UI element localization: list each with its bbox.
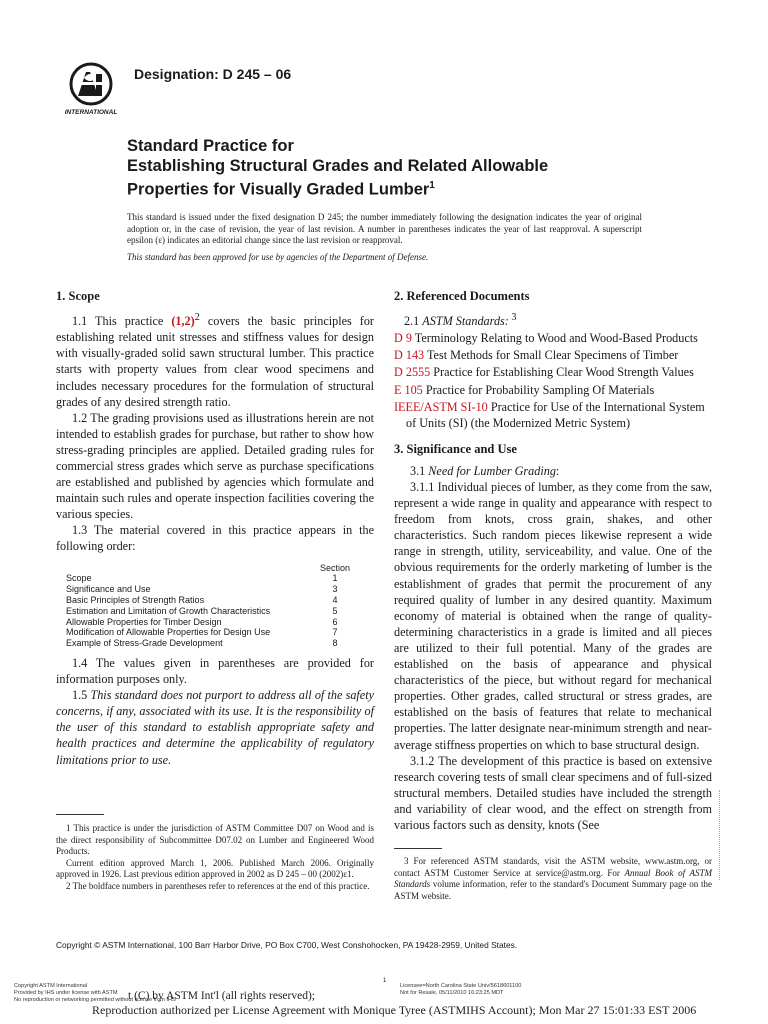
logo-wordmark: INTERNATIONAL xyxy=(64,109,118,116)
copyright-line: Copyright © ASTM International, 100 Barr Harbor Drive, PO Box C700, West Conshohocken, PA 19428-2959, United States. xyxy=(56,940,518,950)
significance-heading: 3. Significance and Use xyxy=(394,441,517,456)
margin-dots xyxy=(719,790,722,880)
title-line-3-text: Properties for Visually Graded Lumber xyxy=(127,180,430,199)
issue-note: This standard is issued under the fixed designation D 245; the number immediately following the designation indicates the year of original adoption or, in the case of revision, the year of last revision. A number in parentheses indicates the year of last reapproval. A superscript epsilon (ε) indicates an editorial change since the last revision or reapproval. xyxy=(127,212,642,246)
ref-link-d9[interactable]: D 9 xyxy=(394,331,412,346)
left-column xyxy=(56,288,374,768)
reproduction-notice: Reproduction authorized per License Agreement with Monique Tyree (ASTMIHS Account); Mon Mar 27 15:01:33 EST 2006 xyxy=(92,1003,697,1017)
ref-item: IEEE/ASTM SI-10 Practice for Use of the International System of Units (SI) (the Modernized Metric System) xyxy=(394,399,705,430)
scope-p2: 1.2 The grading provisions used as illustrations herein are not intended to establish grades for purchase, but rather to show how stress-grading principles are applied. Detailed grading rules for commercial stress grades which serve as purchase specifications are established and published by agencies which formulate and maintain such rules and operate inspection facilities covering the various species. xyxy=(56,410,374,522)
need-for-grading-subheading: 3.1 Need for Lumber Grading: xyxy=(410,463,560,478)
scope-p1: 1.1 This practice $(1,2)^2$ covers the basic principles for establishing related unit stresses and stiffness values for design with visually-graded solid sawn structural lumber. This practice starts with property values from clear wood specimens and includes necessary procedures for the formulation of structural grades of any desired strength ratio. xyxy=(56,312,374,409)
scope-p4: 1.4 The values given in parentheses are provided for information purposes only. xyxy=(56,655,374,687)
toc-row: Modification of Allowable Properties for Design Use 7 xyxy=(66,627,338,638)
ref-link-e105[interactable]: E 105 xyxy=(394,382,423,397)
dod-note: This standard has been approved for use by agencies of the Department of Defense. xyxy=(127,252,429,262)
title-line-1: Standard Practice for xyxy=(127,137,294,155)
scope-p3: 1.3 The material covered in this practice appears in the following order: xyxy=(56,523,374,554)
toc-header: Section xyxy=(319,562,351,573)
toc-row: Significance and Use 3 xyxy=(66,584,338,595)
referenced-docs-heading: 2. Referenced Documents xyxy=(394,289,530,303)
contents-table xyxy=(66,563,362,649)
footnote-1b: Current edition approved March 1, 2006. Published March 2006. Originally approved in 1926. Last previous edition approved in 2002 as D 245 – 00 (2002)ε1. xyxy=(56,857,374,879)
licensee-right: Licensee=North Carolina State Univ/5618601100 Not for Resale, 05/11/2010 16:23:25 MDT xyxy=(400,983,522,997)
toc-row: Allowable Properties for Timber Design 6 xyxy=(66,616,338,627)
page-number: 1 xyxy=(383,978,387,984)
scope-p5: 1.5 This standard does not purport to address all of the safety concerns, if any, associated with its use. It is the responsibility of the user of this standard to establish appropriate safety and health practices and determine the applicability of regulatory limitations prior to use. xyxy=(56,688,374,767)
ref-link-d2555[interactable]: D 2555 xyxy=(394,365,431,380)
footnote-3: 3 For referenced ASTM standards, visit the ASTM website, www.astm.org, or contact ASTM Customer Service at service@astm.org. For Annual Book of ASTM Standards volume information, refer to the standard's Document Summary page on the ASTM website. xyxy=(394,856,713,901)
ref-link-d143[interactable]: D 143 xyxy=(394,348,425,363)
right-column xyxy=(394,288,712,833)
licensee-left: Copyright ASTM International Provided by IHS under license with ASTM No reproduction or networking permitted without license from IHS xyxy=(14,983,176,1004)
title-line-3 xyxy=(127,176,647,200)
ref-item: D 143 Test Methods for Small Clear Specimens of Timber xyxy=(394,348,679,363)
title-line-2: Establishing Structural Grades and Related Allowable xyxy=(127,157,549,175)
title-footnote-mark: 1 xyxy=(429,180,435,191)
significance-p2: 3.1.2 The development of this practice is based on extensive research covering tests of small clear specimens and of full-sized structural members. Detailed studies have included the strength and variability of clear wood, and the effect on strength from various factors such as density, knots (See xyxy=(394,753,712,832)
toc-row: Estimation and Limitation of Growth Characteristics 5 xyxy=(66,605,338,616)
footnote-rule-right xyxy=(394,848,442,849)
footnote-rule-left xyxy=(56,814,104,815)
designation: Designation: D 245 – 06 xyxy=(134,66,292,82)
toc-row: Basic Principles of Strength Ratios 4 xyxy=(66,594,338,605)
astm-logo xyxy=(60,60,122,116)
ref-item: D 9 Terminology Relating to Wood and Wood-Based Products xyxy=(394,331,698,346)
toc-row: Scope 1 xyxy=(66,573,338,584)
astm-standards-subheading: 2.1 ASTM Standards: $^3$ xyxy=(404,312,517,329)
footnote-2: 2 The boldface numbers in parentheses refer to references at the end of this practice. xyxy=(66,880,370,891)
footnotes-right xyxy=(394,856,712,902)
document-title xyxy=(127,136,647,200)
ref-item: D 2555 Practice for Establishing Clear Wood Strength Values xyxy=(394,365,694,380)
toc-header-row xyxy=(66,563,362,574)
footnote-1: 1 This practice is under the jurisdiction of ASTM Committee D07 on Wood and is the direct responsibility of Subcommittee D07.02 on Lumber and Engineered Wood Products. xyxy=(56,823,374,856)
footnotes-left xyxy=(56,823,374,892)
reproduction-notice-top: t (C) by ASTM Int'l (all rights reserved); xyxy=(128,990,315,1002)
significance-p1: 3.1.1 Individual pieces of lumber, as they come from the saw, represent a wide range in quality and appearance with respect to freedom from knots, cross grain, shakes, and other characteristics. Such random pieces likewise represent a wide range in strength, utility, serviceability, and value. One of the obvious requirements for the orderly marketing of lumber is the establishment of grades that permit the procurement of any required quality of lumber in any desired quantity. Maximum economy of material is obtained when the range of quality-determining characteristics in a grade is limited and all pieces are utilized to their full potential. Many of the grades are established on the basis of appearance and physical characteristics of the piece, but without regard for mechanical properties. Other grades, called structural or stress grades, are established on the basis of features that relate to mechanical properties. The latter designate near-minimum strength and near-average stiffness properties on which to base structural design. xyxy=(394,480,712,752)
ref-link-1-2[interactable]: (1,2) xyxy=(171,314,195,329)
ref-link-si10[interactable]: IEEE/ASTM SI-10 xyxy=(394,399,488,414)
footnote-2-mark: 2 xyxy=(194,312,200,324)
toc-row: Example of Stress-Grade Development 8 xyxy=(66,638,338,649)
ref-item: E 105 Practice for Probability Sampling Of Materials xyxy=(394,382,655,397)
scope-heading: 1. Scope xyxy=(56,289,100,303)
